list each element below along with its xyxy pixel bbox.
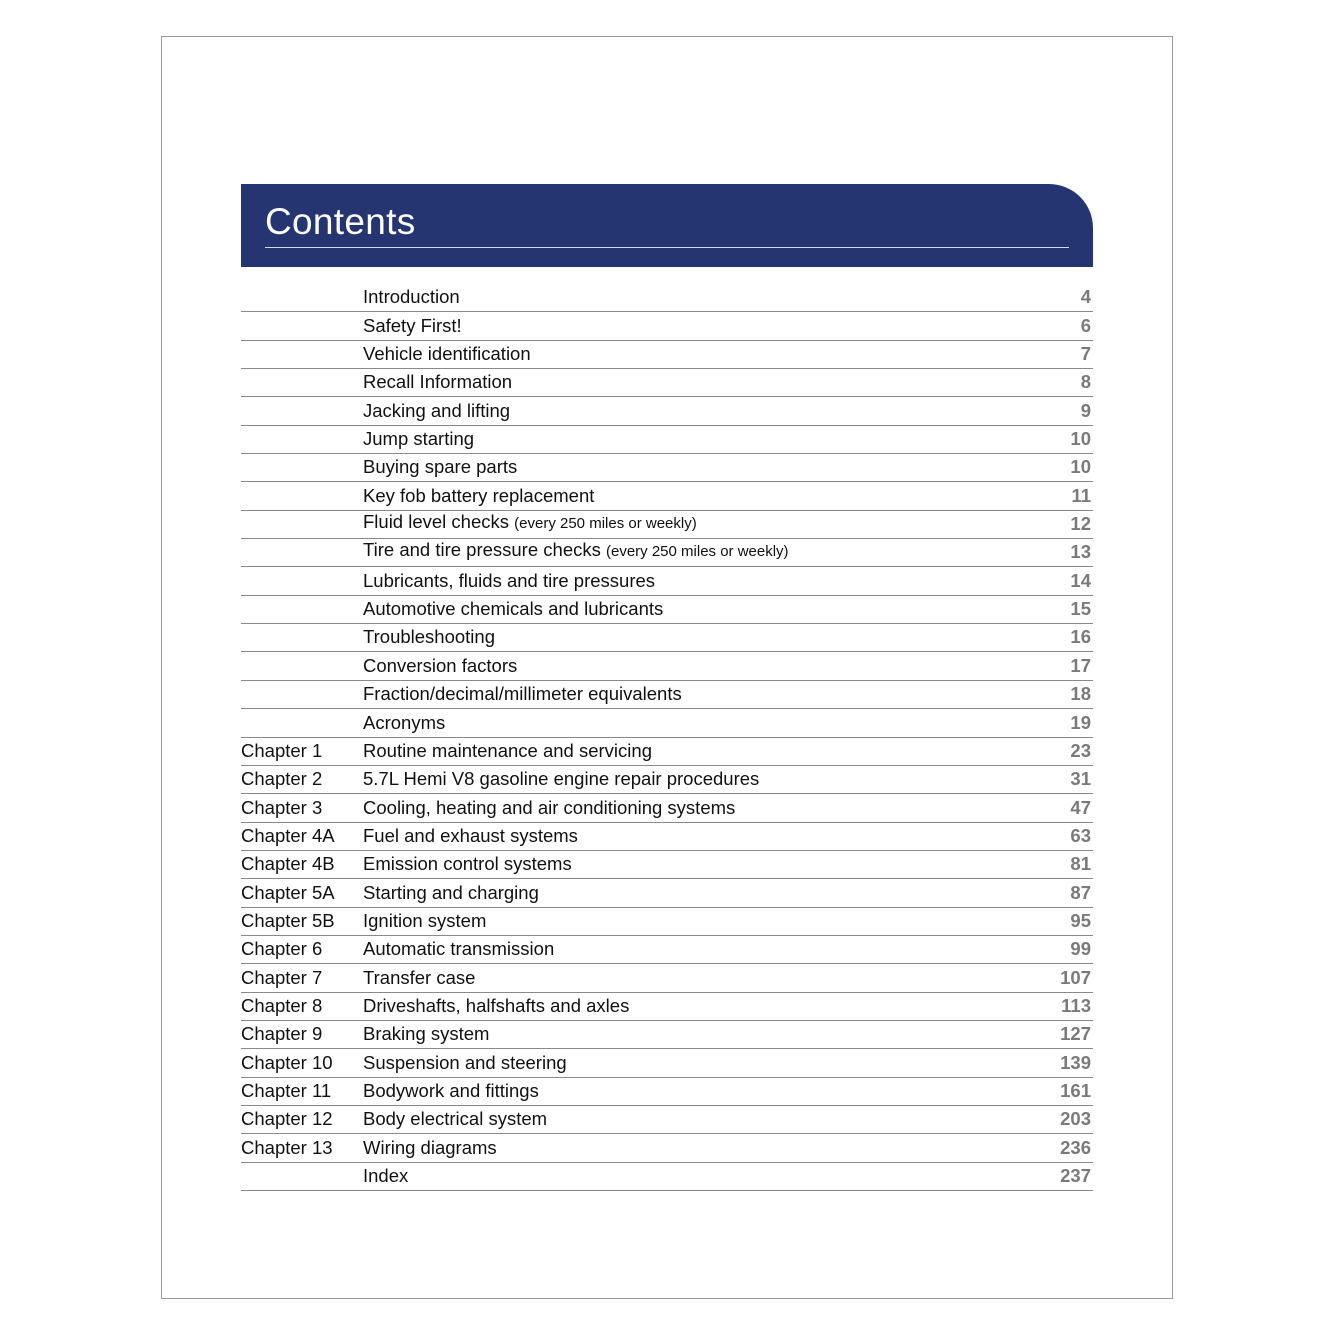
toc-page-number: 95 bbox=[1070, 909, 1091, 931]
toc-page-number: 6 bbox=[1080, 314, 1091, 336]
toc-entry bbox=[363, 1137, 497, 1159]
toc-entry-title: Routine maintenance and servicing bbox=[363, 739, 652, 761]
toc-entry-title: Buying spare parts bbox=[363, 456, 518, 478]
toc-page-number: 127 bbox=[1060, 1023, 1091, 1045]
toc-row bbox=[241, 596, 1093, 624]
table-of-contents bbox=[241, 284, 1093, 1191]
toc-chapter-label: Chapter 3 bbox=[241, 796, 323, 818]
toc-row bbox=[241, 624, 1093, 652]
toc-row bbox=[241, 1049, 1093, 1077]
toc-entry bbox=[363, 825, 578, 847]
toc-chapter-label: Chapter 11 bbox=[241, 1079, 332, 1101]
toc-page-number: 10 bbox=[1070, 456, 1091, 478]
toc-page-number: 47 bbox=[1070, 796, 1091, 818]
toc-chapter-label: Chapter 8 bbox=[241, 994, 323, 1016]
toc-entry-title: Ignition system bbox=[363, 909, 487, 931]
toc-entry-title: Automatic transmission bbox=[363, 938, 555, 960]
toc-row bbox=[241, 879, 1093, 907]
toc-chapter-label: Chapter 1 bbox=[241, 739, 323, 761]
toc-entry bbox=[363, 882, 539, 904]
toc-entry bbox=[363, 712, 445, 734]
toc-page-number: 10 bbox=[1070, 428, 1091, 450]
toc-page-number: 8 bbox=[1080, 371, 1091, 393]
toc-entry bbox=[363, 626, 495, 648]
toc-entry-title: Jacking and lifting bbox=[363, 399, 511, 421]
toc-entry bbox=[363, 1165, 408, 1187]
toc-row bbox=[241, 1078, 1093, 1106]
toc-chapter-label: Chapter 4B bbox=[241, 853, 335, 875]
toc-page-number: 15 bbox=[1070, 598, 1091, 620]
toc-chapter-label: Chapter 4A bbox=[241, 824, 335, 846]
toc-entry-title: Key fob battery replacement bbox=[363, 484, 595, 506]
toc-entry-title: Body electrical system bbox=[363, 1108, 548, 1130]
toc-entry bbox=[363, 286, 460, 308]
toc-entry-title: Wiring diagrams bbox=[363, 1136, 497, 1158]
toc-page-number: 87 bbox=[1070, 881, 1091, 903]
toc-entry bbox=[363, 400, 510, 422]
toc-entry bbox=[363, 1023, 489, 1045]
toc-entry-title: Conversion factors bbox=[363, 654, 518, 676]
toc-row bbox=[241, 426, 1093, 454]
toc-row bbox=[241, 709, 1093, 737]
toc-page-number: 139 bbox=[1060, 1051, 1091, 1073]
toc-entry bbox=[363, 797, 735, 819]
toc-row bbox=[241, 766, 1093, 794]
toc-row bbox=[241, 936, 1093, 964]
toc-row bbox=[241, 794, 1093, 822]
toc-page-number: 12 bbox=[1070, 513, 1091, 535]
toc-entry bbox=[363, 456, 517, 478]
toc-entry-title: Fraction/decimal/millimeter equivalents bbox=[363, 683, 682, 705]
toc-entry bbox=[363, 428, 474, 450]
toc-entry bbox=[363, 371, 512, 393]
toc-page-number: 161 bbox=[1060, 1079, 1091, 1101]
toc-page-number: 18 bbox=[1070, 683, 1091, 705]
toc-row bbox=[241, 397, 1093, 425]
toc-row bbox=[241, 1021, 1093, 1049]
toc-row bbox=[241, 964, 1093, 992]
toc-page-number: 17 bbox=[1070, 654, 1091, 676]
toc-entry-title: Vehicle identification bbox=[363, 343, 531, 365]
toc-page-number: 99 bbox=[1070, 938, 1091, 960]
toc-page-number: 237 bbox=[1060, 1165, 1091, 1186]
toc-row bbox=[241, 312, 1093, 340]
toc-entry-title: Jump starting bbox=[363, 428, 475, 450]
toc-row bbox=[241, 482, 1093, 510]
toc-chapter-label: Chapter 13 bbox=[241, 1136, 333, 1158]
contents-header-banner bbox=[241, 184, 1093, 267]
toc-entry bbox=[363, 1052, 567, 1074]
toc-entry-title: Fuel and exhaust systems bbox=[363, 824, 578, 846]
toc-entry-title: Starting and charging bbox=[363, 881, 539, 903]
toc-row bbox=[241, 539, 1093, 567]
toc-entry-title: Safety First! bbox=[363, 314, 462, 336]
toc-chapter-label: Chapter 2 bbox=[241, 768, 323, 790]
toc-page-number: 4 bbox=[1080, 286, 1091, 308]
header-underline bbox=[265, 247, 1069, 248]
toc-entry bbox=[363, 315, 462, 337]
toc-row bbox=[241, 823, 1093, 851]
toc-chapter-label: Chapter 7 bbox=[241, 966, 323, 988]
toc-entry-title: Fluid level checks bbox=[363, 511, 510, 533]
toc-chapter-label: Chapter 9 bbox=[241, 1023, 323, 1045]
toc-page-number: 113 bbox=[1061, 994, 1091, 1016]
toc-entry bbox=[363, 768, 759, 790]
toc-entry-title: Introduction bbox=[363, 286, 460, 308]
toc-row bbox=[241, 681, 1093, 709]
toc-row bbox=[241, 341, 1093, 369]
toc-entry bbox=[363, 655, 517, 677]
toc-entry-title: 5.7L Hemi V8 gasoline engine repair procedures bbox=[363, 768, 760, 790]
toc-row bbox=[241, 652, 1093, 680]
toc-row bbox=[241, 369, 1093, 397]
toc-entry-title: Tire and tire pressure checks bbox=[363, 539, 601, 561]
toc-entry bbox=[363, 683, 682, 705]
toc-row bbox=[241, 511, 1093, 539]
toc-row bbox=[241, 993, 1093, 1021]
toc-entry-title: Cooling, heating and air conditioning systems bbox=[363, 796, 736, 818]
toc-entry bbox=[363, 938, 554, 960]
toc-entry bbox=[363, 485, 594, 507]
toc-entry-title: Lubricants, fluids and tire pressures bbox=[363, 569, 656, 591]
toc-entry-title: Bodywork and fittings bbox=[363, 1079, 539, 1101]
toc-entry bbox=[363, 343, 531, 365]
toc-chapter-label: Chapter 5A bbox=[241, 881, 335, 903]
toc-entry bbox=[363, 995, 629, 1017]
toc-entry bbox=[363, 1080, 539, 1102]
toc-row bbox=[241, 738, 1093, 766]
toc-page-number: 11 bbox=[1071, 484, 1091, 506]
toc-row bbox=[241, 284, 1093, 312]
toc-entry-note: (every 250 miles or weekly) bbox=[606, 543, 789, 561]
toc-entry-title: Index bbox=[363, 1165, 409, 1186]
page-title: Contents bbox=[265, 201, 416, 242]
toc-entry-note: (every 250 miles or weekly) bbox=[514, 515, 697, 533]
toc-page-number: 31 bbox=[1070, 768, 1091, 790]
toc-entry bbox=[363, 740, 652, 762]
toc-entry-title: Emission control systems bbox=[363, 853, 572, 875]
toc-chapter-label: Chapter 6 bbox=[241, 938, 323, 960]
toc-page-number: 7 bbox=[1080, 343, 1091, 365]
toc-entry-title: Acronyms bbox=[363, 711, 446, 733]
toc-entry bbox=[363, 1108, 547, 1130]
toc-page-number: 23 bbox=[1070, 739, 1091, 761]
toc-row bbox=[241, 1163, 1093, 1191]
toc-page-number: 107 bbox=[1060, 966, 1091, 988]
toc-page-number: 236 bbox=[1060, 1136, 1091, 1158]
toc-chapter-label: Chapter 12 bbox=[241, 1108, 333, 1130]
toc-chapter-label: Chapter 5B bbox=[241, 909, 335, 931]
toc-entry-title: Braking system bbox=[363, 1023, 490, 1045]
toc-entry bbox=[363, 910, 486, 932]
toc-page-number: 13 bbox=[1070, 541, 1091, 563]
toc-row bbox=[241, 851, 1093, 879]
toc-entry bbox=[363, 598, 663, 620]
toc-page-number: 19 bbox=[1070, 711, 1091, 733]
toc-page-number: 16 bbox=[1070, 626, 1091, 648]
toc-entry-title: Driveshafts, halfshafts and axles bbox=[363, 994, 630, 1016]
toc-entry bbox=[363, 570, 655, 592]
toc-entry bbox=[363, 967, 475, 989]
toc-page-number: 9 bbox=[1080, 399, 1091, 421]
toc-row bbox=[241, 1134, 1093, 1162]
toc-chapter-label: Chapter 10 bbox=[241, 1051, 333, 1073]
toc-entry-title: Transfer case bbox=[363, 966, 476, 988]
toc-row bbox=[241, 567, 1093, 595]
toc-entry-title: Troubleshooting bbox=[363, 626, 495, 648]
toc-entry bbox=[363, 853, 572, 875]
toc-row bbox=[241, 908, 1093, 936]
toc-page-number: 14 bbox=[1070, 569, 1091, 591]
toc-entry-title: Suspension and steering bbox=[363, 1051, 567, 1073]
toc-page-number: 203 bbox=[1060, 1108, 1091, 1130]
toc-entry bbox=[363, 539, 789, 563]
toc-row bbox=[241, 1106, 1093, 1134]
toc-entry-title: Recall Information bbox=[363, 371, 513, 393]
toc-page-number: 63 bbox=[1070, 824, 1091, 846]
toc-entry bbox=[363, 511, 697, 535]
toc-entry-title: Automotive chemicals and lubricants bbox=[363, 598, 664, 620]
toc-page-number: 81 bbox=[1070, 853, 1091, 875]
toc-row bbox=[241, 454, 1093, 482]
